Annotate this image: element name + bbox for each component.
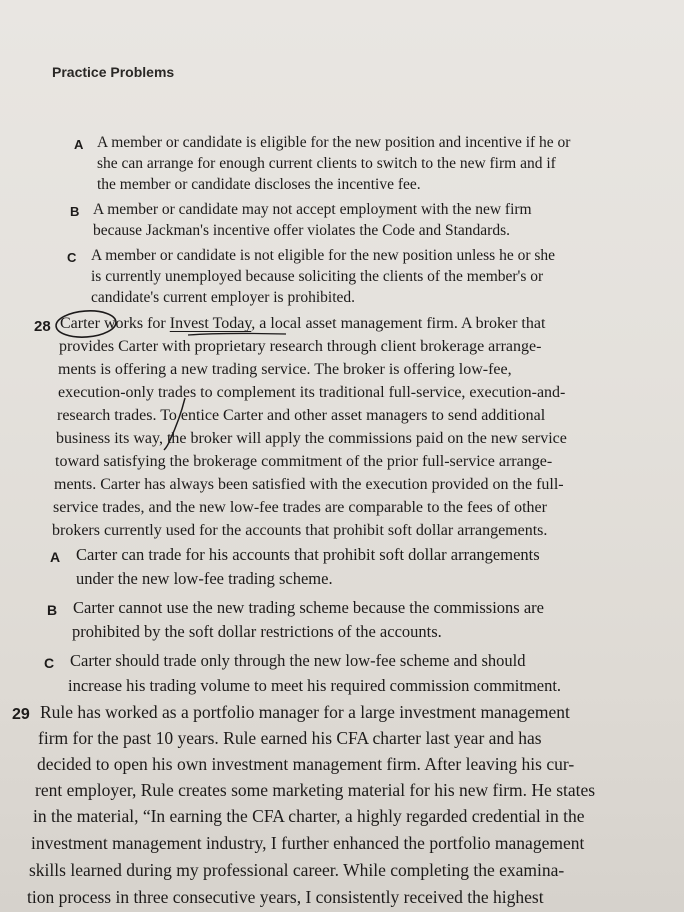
q28-line-10: brokers currently used for the accounts that prohibit soft dollar arrangements. xyxy=(52,522,548,539)
q28-line-2: provides Carter with proprietary research through client brokerage arrange- xyxy=(59,338,542,355)
q27-option-b-line-1: A member or candidate may not accept employment with the new firm xyxy=(93,201,532,218)
pen-underline-mark xyxy=(188,333,286,335)
q28-option-c-line-2: increase his trading volume to meet his required commission commitment. xyxy=(68,676,562,695)
q28-option-c-letter: C xyxy=(44,655,55,671)
q29-line-1: Rule has worked as a portfolio manager for a large investment management xyxy=(40,702,570,722)
q28-option-b-line-2: prohibited by the soft dollar restrictions of the accounts. xyxy=(72,622,442,641)
q28-option-b-line-1: Carter cannot use the new trading scheme because the commissions are xyxy=(73,598,544,617)
q28-line-9: service trades, and the new low-fee trades are comparable to the fees of other xyxy=(53,499,547,516)
q28-line-6: business its way, the broker will apply the commissions paid on the new service xyxy=(56,430,567,447)
q28-circled-word: Carter xyxy=(60,315,100,332)
q28-option-a-line-2: under the new low-fee trading scheme. xyxy=(76,569,333,588)
q28-line-8: ments. Carter has always been satisfied with the execution provided on the full- xyxy=(54,476,564,493)
q27-option-c-letter: C xyxy=(67,250,77,265)
q28-line-3: ments is offering a new trading service. The broker is offering low-fee, xyxy=(58,361,512,378)
q28-underlined-firm: Invest Today xyxy=(169,315,252,332)
page-header: Practice Problems xyxy=(52,64,175,80)
q28-option-c-line-1: Carter should trade only through the new low-fee scheme and should xyxy=(70,651,526,670)
q28-line-7: toward satisfying the brokerage commitment of the prior full-service arrange- xyxy=(55,453,553,470)
q29-line-3: decided to open his own investment management firm. After leaving his cur- xyxy=(37,754,575,774)
q28-text-a: works for xyxy=(99,315,170,332)
q29-line-6: investment management industry, I further enhanced the portfolio management xyxy=(31,833,585,853)
q27-option-c-line-3: candidate's current employer is prohibited. xyxy=(91,289,356,306)
q27-option-a-letter: A xyxy=(74,137,84,152)
q27-option-b-letter: B xyxy=(70,204,80,219)
q28-text-b: , a local asset management firm. A broker that xyxy=(251,315,546,332)
q28-number: 28 xyxy=(34,318,51,335)
q27-option-a-line-1: A member or candidate is eligible for the new position and incentive if he or xyxy=(97,134,571,151)
q27-option-c-line-1: A member or candidate is not eligible for the new position unless he or she xyxy=(91,247,556,264)
q28-option-a-line-1: Carter can trade for his accounts that prohibit soft dollar arrangements xyxy=(76,545,540,564)
q27-option-c-line-2: is currently unemployed because soliciting the clients of the member's or xyxy=(91,268,544,285)
q29-line-4: rent employer, Rule creates some marketing material for his new firm. He states xyxy=(35,780,596,800)
q27-option-a-line-2: she can arrange for enough current clients to switch to the new firm and if xyxy=(97,155,556,172)
q28-line-5: research trades. To entice Carter and other asset managers to send additional xyxy=(57,407,546,424)
q29-line-8: tion process in three consecutive years, I consistently received the highest xyxy=(27,887,544,907)
q29-line-7: skills learned during my professional career. While completing the examina- xyxy=(29,860,565,880)
q29-line-2: firm for the past 10 years. Rule earned his CFA charter last year and has xyxy=(38,728,542,748)
q27-option-b-line-2: because Jackman's incentive offer violates the Code and Standards. xyxy=(93,222,510,239)
q28-line-1 xyxy=(60,316,545,332)
q28-option-b-letter: B xyxy=(47,602,58,618)
q28-option-a-letter: A xyxy=(50,549,61,565)
q27-option-a-line-3: the member or candidate discloses the incentive fee. xyxy=(97,176,421,193)
q29-line-5: in the material, “In earning the CFA charter, a highly regarded credential in the xyxy=(33,806,585,826)
q28-line-4: execution-only trades to complement its traditional full-service, execution-and- xyxy=(58,384,566,401)
q29-number: 29 xyxy=(12,706,30,723)
